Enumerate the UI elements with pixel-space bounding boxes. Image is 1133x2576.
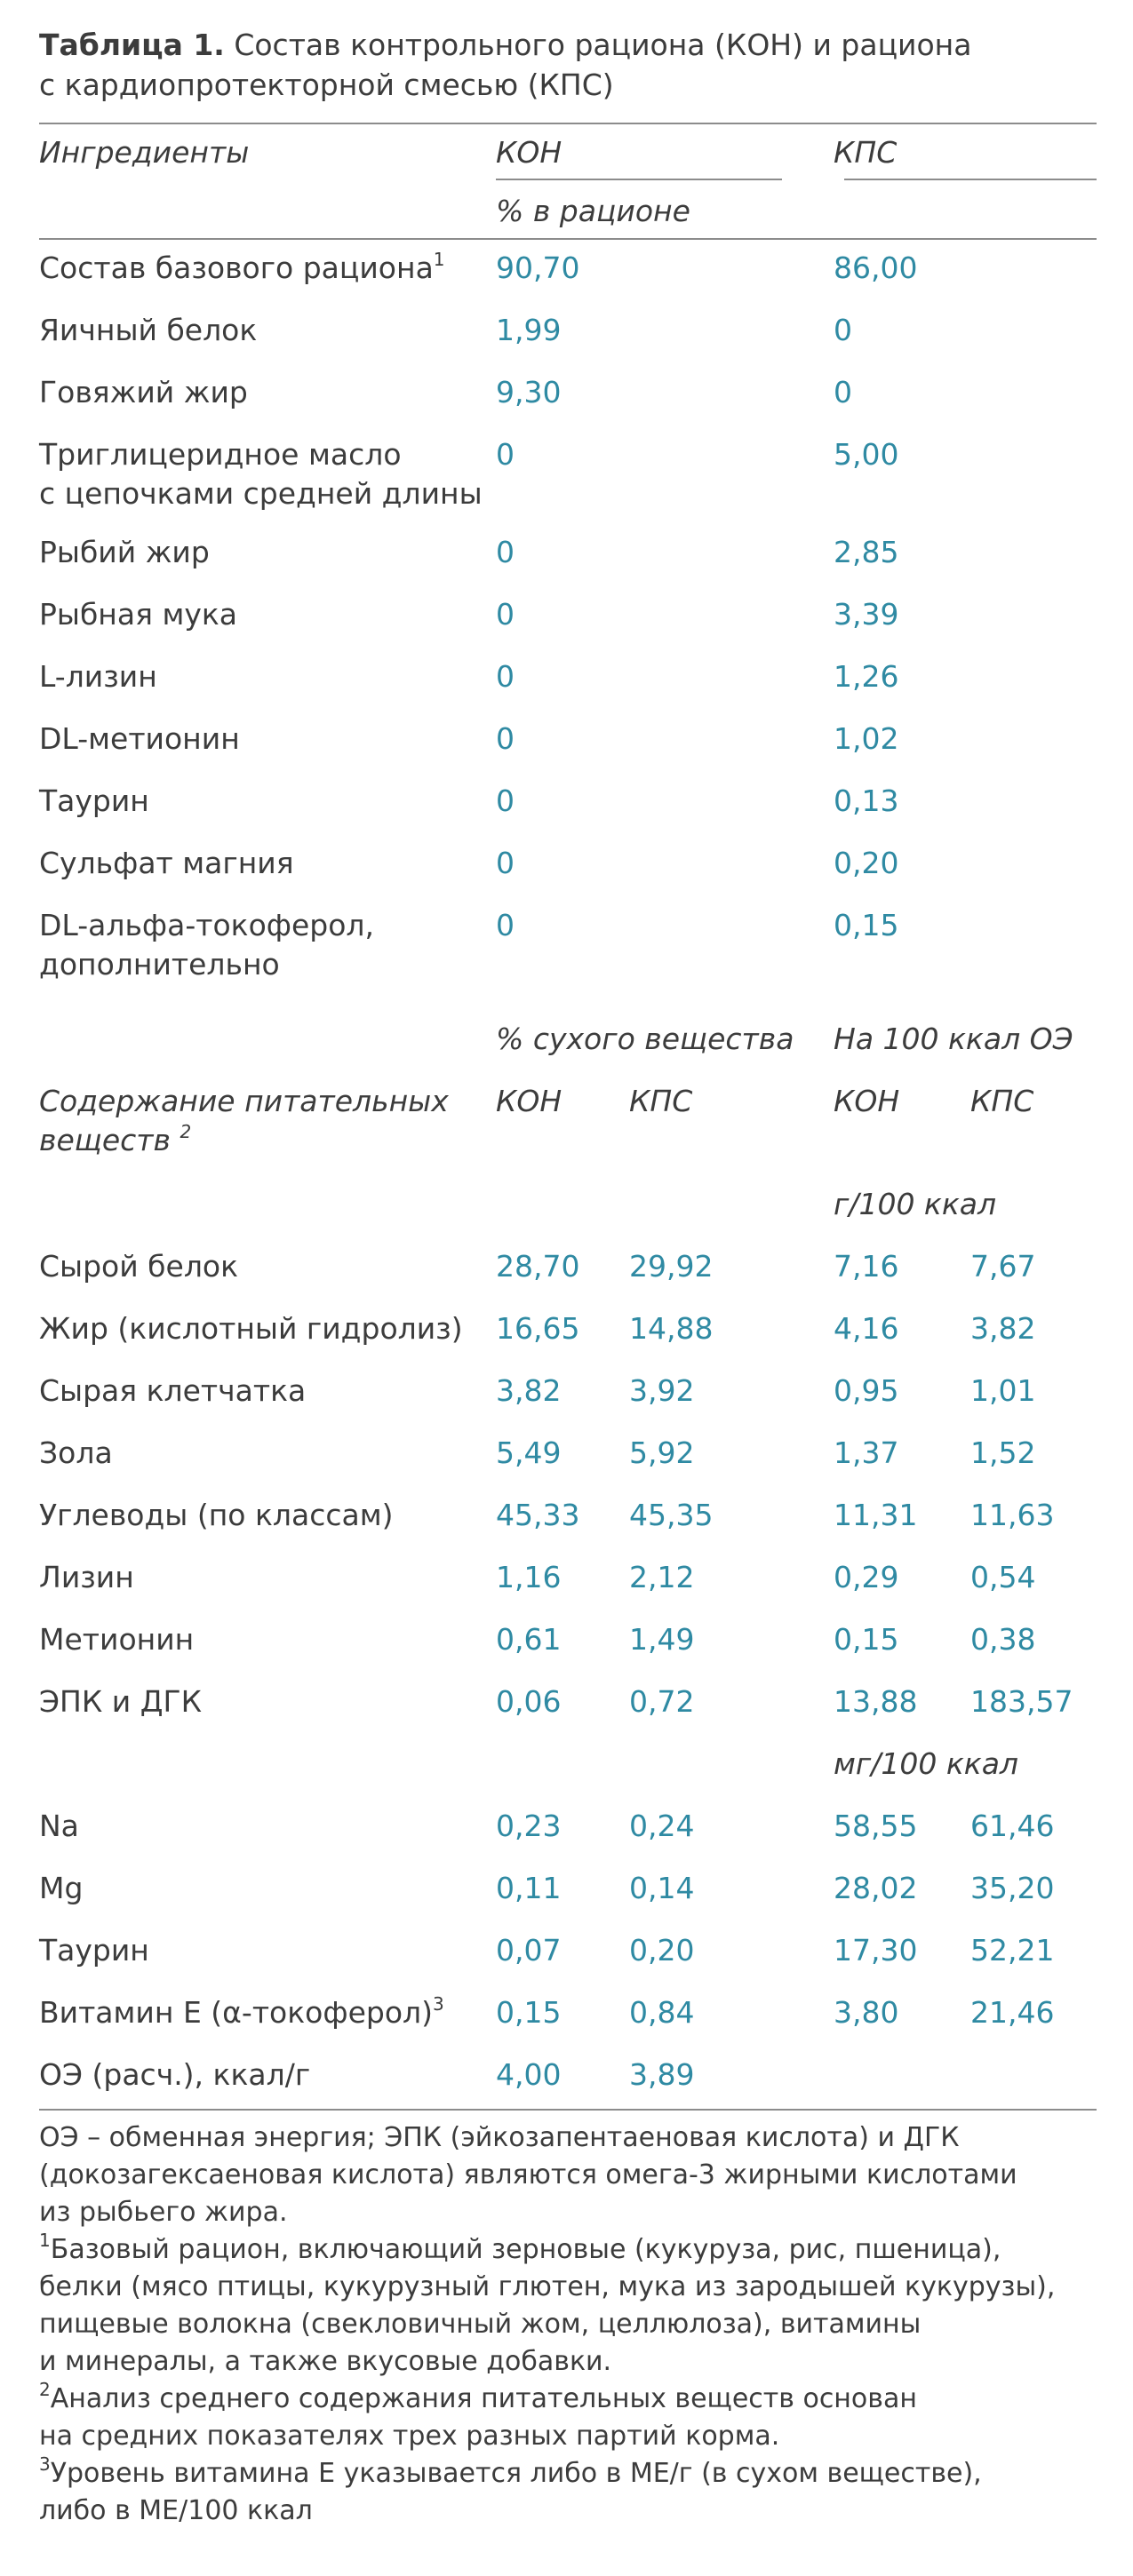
value-kon: 9,30 xyxy=(496,375,562,409)
col-header-nutrients-line2 xyxy=(39,1121,191,1160)
value-kps: 1,26 xyxy=(834,659,899,694)
nutrient-label xyxy=(39,1247,238,1286)
value-dm-kon: 0,06 xyxy=(496,1684,562,1719)
footnote-text: пищевые волокна (свекловичный жом, целлюлоза), витамины xyxy=(39,2309,922,2340)
value-kon: 0 xyxy=(496,437,515,472)
footnote-text: и минералы, а также вкусовые добавки. xyxy=(39,2346,612,2377)
value-dm-kon: 4,00 xyxy=(496,2057,562,2092)
footnote-ref: 2 xyxy=(39,2379,51,2400)
value-kps: 86,00 xyxy=(834,250,918,285)
value-me-kon: 0,95 xyxy=(834,1373,899,1408)
value-me-kon: 11,31 xyxy=(834,1498,918,1532)
footnote-ref: 1 xyxy=(433,249,445,270)
kps-underline xyxy=(844,179,1097,180)
value-me-kon: 17,30 xyxy=(834,1933,918,1968)
value-kon: 1,99 xyxy=(496,313,562,347)
value-dm-kon: 45,33 xyxy=(496,1498,580,1532)
ingredient-label xyxy=(39,720,240,759)
nutrient-label-text: Сырая клетчатка xyxy=(39,1373,307,1408)
subheader-percent-diet: % в рационе xyxy=(496,194,690,228)
nutrient-label-text: Жир (кислотный гидролиз) xyxy=(39,1311,463,1346)
value-me-kps: 183,57 xyxy=(970,1684,1073,1719)
table-title-number: Таблица 1. xyxy=(39,28,225,62)
footnote-line xyxy=(39,2231,1001,2269)
value-dm-kps: 0,20 xyxy=(629,1933,695,1968)
value-dm-kon: 0,61 xyxy=(496,1622,562,1657)
nutrient-label-text: Углеводы (по классам) xyxy=(39,1498,394,1532)
value-dm-kon: 16,65 xyxy=(496,1311,580,1346)
value-dm-kps: 2,12 xyxy=(629,1560,695,1594)
value-dm-kps: 0,24 xyxy=(629,1809,695,1843)
bottom-rule xyxy=(39,2109,1097,2111)
value-dm-kps: 45,35 xyxy=(629,1498,714,1532)
ingredient-label-text: Рыбий жир xyxy=(39,535,210,569)
col-header-dm-kps: КПС xyxy=(629,1084,693,1118)
nutrient-label xyxy=(39,1682,202,1721)
col-header-dm-kon: КОН xyxy=(496,1084,563,1118)
nutrient-label-text: Зола xyxy=(39,1435,113,1470)
nutrient-label-text: Mg xyxy=(39,1871,84,1905)
footnote-ref: 3 xyxy=(39,2453,51,2475)
footnote-ref: 2 xyxy=(180,1121,192,1142)
ingredient-label xyxy=(39,906,374,945)
col-header-kon: КОН xyxy=(496,135,563,170)
header-per-100-kcal: На 100 ккал ОЭ xyxy=(834,1022,1073,1056)
footnote-text: Базовый рацион, включающий зерновые (кукуруза, рис, пшеница), xyxy=(50,2234,1001,2265)
col-header-kps: КПС xyxy=(834,135,898,170)
footnote-text: на средних показателях трех разных партий корма. xyxy=(39,2421,780,2452)
col-header-me-kps: КПС xyxy=(970,1084,1034,1118)
ingredient-label-text: DL-метионин xyxy=(39,721,240,756)
value-dm-kon: 0,07 xyxy=(496,1933,562,1968)
nutrient-label xyxy=(39,1993,444,2032)
header-dry-matter: % сухого вещества xyxy=(496,1022,794,1056)
value-me-kon: 7,16 xyxy=(834,1249,899,1284)
value-me-kps: 3,82 xyxy=(970,1311,1036,1346)
nutrient-label xyxy=(39,1620,194,1659)
value-me-kon: 0,29 xyxy=(834,1560,899,1594)
value-me-kon: 4,16 xyxy=(834,1311,899,1346)
nutrient-label-text: Сырой белок xyxy=(39,1249,239,1284)
value-dm-kon: 0,15 xyxy=(496,1995,562,2030)
value-me-kps: 52,21 xyxy=(970,1933,1055,1968)
unit-mg-per-100-kcal: мг/100 ккал xyxy=(834,1746,1019,1781)
footnote-text: Анализ среднего содержания питательных веществ основан xyxy=(50,2383,917,2414)
nutrient-label-text: Na xyxy=(39,1809,79,1843)
col-header-me-kon: КОН xyxy=(834,1084,900,1118)
value-kps: 0,13 xyxy=(834,783,899,818)
value-kps: 2,85 xyxy=(834,535,899,569)
ingredient-label xyxy=(39,249,445,288)
table-title-line2: с кардиопротекторной смесью (КПС) xyxy=(39,68,614,102)
ingredient-label-text: Таурин xyxy=(39,783,149,818)
table-title-line1: Состав контрольного рациона (КОН) и рациона xyxy=(224,28,972,62)
footnote-line xyxy=(39,2493,313,2530)
footnote-line xyxy=(39,2269,1055,2306)
footnote-line xyxy=(39,2455,982,2493)
footnote-text: либо в МЕ/100 ккал xyxy=(39,2495,313,2526)
footnote-line xyxy=(39,2418,779,2455)
ingredient-label-text: Сульфат магния xyxy=(39,846,294,880)
ingredient-label xyxy=(39,311,257,350)
nutrient-label xyxy=(39,1807,79,1846)
footnote-text: (докозагексаеновая кислота) являются омега-3 жирными кислотами xyxy=(39,2159,1017,2190)
nutrient-label xyxy=(39,1931,149,1970)
value-me-kon: 58,55 xyxy=(834,1809,918,1843)
nutrient-label-text: Метионин xyxy=(39,1622,195,1657)
value-kon: 0 xyxy=(496,659,515,694)
ingredient-label xyxy=(39,373,248,412)
value-dm-kps: 1,49 xyxy=(629,1622,695,1657)
value-dm-kps: 0,14 xyxy=(629,1871,695,1905)
value-kps: 0,20 xyxy=(834,846,899,880)
value-dm-kps: 3,89 xyxy=(629,2057,695,2092)
footnote-ref: 1 xyxy=(39,2230,51,2251)
value-dm-kps: 0,84 xyxy=(629,1995,695,2030)
value-kon: 0 xyxy=(496,783,515,818)
value-dm-kon: 1,16 xyxy=(496,1560,562,1594)
table-title xyxy=(39,25,971,65)
value-me-kps: 1,01 xyxy=(970,1373,1036,1408)
ingredient-label-text: L-лизин xyxy=(39,659,157,694)
col-header-ingredients: Ингредиенты xyxy=(39,135,250,170)
ingredient-label xyxy=(39,595,237,634)
kon-underline xyxy=(496,179,782,180)
nutrient-label-text: ЭПК и ДГК xyxy=(39,1684,203,1719)
value-kps: 1,02 xyxy=(834,721,899,756)
ingredient-label-text: Состав базового рациона xyxy=(39,250,434,285)
ingredient-label-text: DL-альфа-токоферол, xyxy=(39,908,375,942)
value-me-kon: 1,37 xyxy=(834,1435,899,1470)
nutrient-label-text: Таурин xyxy=(39,1933,149,1968)
nutrient-label xyxy=(39,1496,394,1535)
ingredient-label xyxy=(39,657,157,696)
value-dm-kon: 28,70 xyxy=(496,1249,580,1284)
value-me-kps: 11,63 xyxy=(970,1498,1055,1532)
footnote-line xyxy=(39,2381,917,2418)
nutrient-label-text: Витамин Е (α-токоферол) xyxy=(39,1995,433,2030)
nutrient-label-text: Лизин xyxy=(39,1560,134,1594)
ingredient-label-line2: дополнительно xyxy=(39,947,280,982)
footnote-text: Уровень витамина Е указывается либо в МЕ/г (в сухом веществе), xyxy=(50,2458,982,2489)
nutrient-label xyxy=(39,1434,113,1473)
value-kon: 0 xyxy=(496,721,515,756)
footnote-line xyxy=(39,2194,288,2231)
ingredient-label-text: Говяжий жир xyxy=(39,375,248,409)
value-me-kon: 0,15 xyxy=(834,1622,899,1657)
value-dm-kps: 29,92 xyxy=(629,1249,714,1284)
nutrient-label-text: ОЭ (расч.), ккал/г xyxy=(39,2057,311,2092)
value-me-kon: 3,80 xyxy=(834,1995,899,2030)
ingredient-label xyxy=(39,782,149,821)
section1-header-rule xyxy=(39,238,1097,240)
value-kon: 0 xyxy=(496,597,515,632)
value-kps: 0,15 xyxy=(834,908,899,942)
footnote-line xyxy=(39,2306,921,2343)
nutrient-label xyxy=(39,1869,83,1908)
unit-g-per-100-kcal: г/100 ккал xyxy=(834,1187,997,1221)
nutrient-label xyxy=(39,1558,134,1597)
value-me-kps: 35,20 xyxy=(970,1871,1055,1905)
footnote-line xyxy=(39,2343,611,2381)
nutrient-label xyxy=(39,2055,310,2095)
footnote-ref: 3 xyxy=(432,1993,444,2015)
value-kps: 0 xyxy=(834,313,852,347)
footnote-line xyxy=(39,2119,960,2157)
value-dm-kps: 3,92 xyxy=(629,1373,695,1408)
footnote-text: белки (мясо птицы, кукурузный глютен, мука из зародышей кукурузы), xyxy=(39,2271,1056,2302)
nutrient-label xyxy=(39,1371,306,1411)
value-dm-kps: 14,88 xyxy=(629,1311,714,1346)
value-me-kps: 0,38 xyxy=(970,1622,1036,1657)
value-kon: 90,70 xyxy=(496,250,580,285)
ingredient-label-line2: с цепочками средней длины xyxy=(39,476,483,511)
ingredient-label-text: Триглицеридное масло xyxy=(39,437,402,472)
value-me-kps: 0,54 xyxy=(970,1560,1036,1594)
value-dm-kon: 3,82 xyxy=(496,1373,562,1408)
value-kon: 0 xyxy=(496,846,515,880)
ingredient-label-text: Рыбная мука xyxy=(39,597,238,632)
value-me-kon: 28,02 xyxy=(834,1871,918,1905)
footnote-line xyxy=(39,2157,1017,2194)
ingredient-label xyxy=(39,844,294,883)
value-dm-kps: 0,72 xyxy=(629,1684,695,1719)
ingredient-label xyxy=(39,435,402,474)
value-kon: 0 xyxy=(496,908,515,942)
ingredient-label-text: Яичный белок xyxy=(39,313,258,347)
value-kps: 5,00 xyxy=(834,437,899,472)
value-kps: 0 xyxy=(834,375,852,409)
value-me-kps: 21,46 xyxy=(970,1995,1055,2030)
value-dm-kon: 0,23 xyxy=(496,1809,562,1843)
nutrient-label xyxy=(39,1309,463,1348)
value-dm-kps: 5,92 xyxy=(629,1435,695,1470)
ingredient-label xyxy=(39,533,210,572)
value-dm-kon: 5,49 xyxy=(496,1435,562,1470)
col-header-nutrients: Содержание питательных xyxy=(39,1084,449,1118)
footnote-text: из рыбьего жира. xyxy=(39,2197,288,2228)
value-dm-kon: 0,11 xyxy=(496,1871,562,1905)
top-rule xyxy=(39,123,1097,124)
value-me-kps: 7,67 xyxy=(970,1249,1036,1284)
footnote-text: ОЭ – обменная энергия; ЭПК (эйкозапентаеновая кислота) и ДГК xyxy=(39,2122,960,2153)
value-me-kon: 13,88 xyxy=(834,1684,918,1719)
value-kps: 3,39 xyxy=(834,597,899,632)
col-header-nutrients-text: веществ xyxy=(39,1123,171,1157)
value-me-kps: 1,52 xyxy=(970,1435,1036,1470)
value-me-kps: 61,46 xyxy=(970,1809,1055,1843)
value-kon: 0 xyxy=(496,535,515,569)
